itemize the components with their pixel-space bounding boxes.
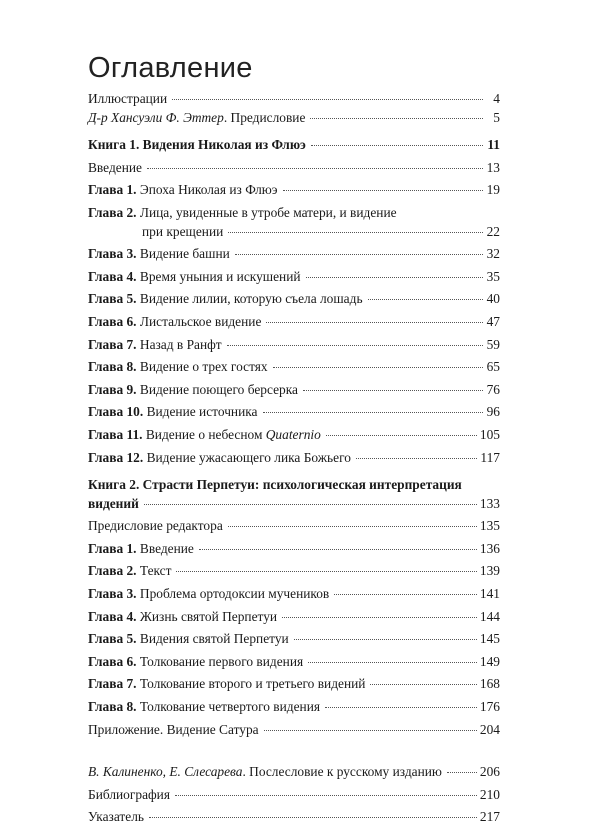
chapter-label: Глава 8. (88, 359, 137, 375)
toc-page-number: 47 (486, 313, 500, 329)
chapter-title: Толкование первого видения (136, 653, 304, 669)
book-title-line1: Книга 2. Страсти Перпетуи: психологическая интерпретация (88, 477, 462, 493)
chapter-label: Глава 3. (88, 246, 137, 262)
chapter-label: Глава 4. (88, 268, 137, 284)
dot-leader (283, 190, 483, 191)
toc-entry-text: Иллюстрации (88, 91, 168, 106)
chapter-title: Видение источника (143, 404, 258, 420)
dot-leader (228, 526, 477, 527)
chapter-label: Глава 10. (88, 404, 144, 420)
toc-chapter-1-1[interactable] (88, 181, 500, 200)
toc-page-number: 59 (486, 336, 500, 352)
toc-page-number: 5 (493, 109, 500, 125)
dot-leader (370, 684, 476, 685)
chapter-title: Видение ужасающего лика Божьего (143, 449, 351, 465)
toc-entry-text: Предисловие редактора (88, 518, 223, 534)
dot-leader (263, 412, 483, 413)
book-title-line2: видений (88, 495, 139, 511)
toc-entry-text (88, 109, 307, 128)
toc-entry-appendix[interactable] (88, 721, 500, 740)
toc-page-number: 133 (479, 495, 500, 511)
dot-leader (282, 617, 477, 618)
chapter-label: Глава 11. (88, 426, 143, 442)
chapter-title: Назад в Ранфт (136, 336, 222, 352)
chapter-title: Видения святой Перпетуи (136, 631, 289, 647)
toc-entry-text (88, 763, 444, 782)
chapter-label: Глава 9. (88, 381, 137, 397)
toc-entry-bibliography[interactable] (88, 786, 500, 805)
chapter-label: Глава 12. (88, 449, 144, 465)
toc-page-number: 40 (486, 291, 500, 307)
dot-leader (228, 232, 483, 233)
toc-page-number: 35 (486, 268, 500, 284)
dot-leader (294, 639, 477, 640)
dot-leader (311, 145, 483, 146)
toc-page-number: 19 (486, 182, 500, 198)
chapter-label: Глава 6. (88, 313, 137, 329)
chapter-label: Глава 5. (88, 291, 137, 307)
author-name: Д-р Хансуэли Ф. Эттер (88, 109, 224, 125)
chapter-title: Лица, увиденные в утробе матери, и видение (136, 204, 397, 220)
chapter-label: Глава 6. (88, 653, 137, 669)
toc-chapter-1-5[interactable] (88, 290, 500, 309)
chapter-label: Глава 5. (88, 631, 137, 647)
toc-chapter-1-3[interactable] (88, 245, 500, 264)
toc-chapter-1-9[interactable] (88, 381, 500, 400)
chapter-label: Глава 8. (88, 699, 137, 715)
toc-page-number: 141 (479, 586, 500, 602)
toc-chapter-2-4[interactable] (88, 608, 500, 627)
dot-leader (149, 817, 477, 818)
toc-entry-introduction[interactable] (88, 159, 500, 178)
dot-leader (447, 772, 477, 773)
toc-entry-afterword[interactable] (88, 763, 500, 782)
toc-chapter-1-8[interactable] (88, 358, 500, 377)
dot-leader (172, 99, 483, 100)
toc-chapter-2-2[interactable] (88, 562, 500, 581)
toc-page-number: 210 (479, 786, 500, 802)
chapter-title: Видение о трех гостях (136, 359, 268, 375)
author-name: В. Калиненко, Е. Слесарева (88, 764, 243, 780)
chapter-title-continued: при крещении (142, 223, 224, 239)
toc-chapter-2-1[interactable] (88, 540, 500, 559)
toc-entry-foreword[interactable] (88, 109, 500, 128)
toc-chapter-1-7[interactable] (88, 336, 500, 355)
table-of-contents (88, 90, 500, 827)
toc-page-number: 76 (486, 381, 500, 397)
chapter-title: Видение о небесном (142, 426, 266, 442)
toc-chapter-1-10[interactable] (88, 403, 500, 422)
chapter-title: Толкование второго и третьего видений (136, 676, 366, 692)
toc-page-number: 105 (479, 426, 500, 442)
toc-page-number: 32 (486, 246, 500, 262)
toc-book-2[interactable] (88, 476, 500, 513)
book-title: Книга 1. Видения Николая из Флюэ (88, 137, 306, 153)
dot-leader (264, 730, 477, 731)
entry-title: . Послесловие к русскому изданию (242, 764, 442, 780)
toc-page-number: 117 (480, 449, 500, 465)
chapter-label: Глава 4. (88, 608, 137, 624)
dot-leader (310, 118, 483, 119)
chapter-title-italic: Quaternio (265, 426, 321, 442)
toc-page-number: 22 (486, 223, 500, 239)
entry-title: . Предисловие (223, 109, 306, 125)
dot-leader (308, 662, 477, 663)
dot-leader (325, 707, 477, 708)
toc-chapter-2-6[interactable] (88, 653, 500, 672)
toc-entry-text: Введение (88, 159, 142, 175)
toc-chapter-2-5[interactable] (88, 630, 500, 649)
chapter-label: Глава 2. (88, 563, 137, 579)
dot-leader (227, 345, 483, 346)
toc-page-number: 144 (479, 608, 500, 624)
toc-page-number: 206 (479, 764, 500, 780)
chapter-label: Глава 1. (88, 182, 137, 198)
toc-chapter-1-12[interactable] (88, 449, 500, 468)
toc-chapter-1-6[interactable] (88, 313, 500, 332)
toc-entry-text: Приложение. Видение Сатура (88, 721, 259, 737)
chapter-label: Глава 2. (88, 204, 137, 220)
toc-page-number: 96 (486, 404, 500, 420)
toc-entry-text: Указатель (88, 809, 145, 825)
chapter-title: Толкование четвертого видения (136, 699, 321, 715)
toc-page-number: 13 (486, 159, 500, 175)
chapter-title: Время уныния и искушений (136, 268, 301, 284)
toc-entry-text: Библиография (88, 786, 171, 802)
toc-book-1[interactable] (88, 136, 500, 155)
page-title: Оглавление (88, 52, 253, 84)
chapter-title: Проблема ортодоксии мучеников (136, 586, 330, 602)
dot-leader (368, 299, 483, 300)
toc-page-number: 145 (479, 631, 500, 647)
dot-leader (266, 322, 483, 323)
toc-page-number: 4 (493, 91, 500, 106)
chapter-label: Глава 1. (88, 540, 137, 556)
toc-chapter-2-7[interactable] (88, 675, 500, 694)
dot-leader (326, 435, 477, 436)
chapter-label: Глава 7. (88, 676, 137, 692)
dot-leader (147, 168, 483, 169)
dot-leader (144, 504, 477, 505)
dot-leader (235, 254, 483, 255)
dot-leader (273, 367, 483, 368)
chapter-title: Видение поющего берсерка (136, 381, 298, 397)
toc-chapter-1-4[interactable] (88, 268, 500, 287)
toc-entry-editor-preface[interactable] (88, 517, 500, 536)
chapter-title: Жизнь святой Перпетуи (136, 608, 278, 624)
dot-leader (306, 277, 483, 278)
toc-chapter-1-2[interactable] (88, 204, 500, 241)
toc-entry-illustrations[interactable] (88, 90, 500, 109)
chapter-title: Видение лилии, которую съела лошадь (136, 291, 363, 307)
toc-page-number: 176 (479, 699, 500, 715)
chapter-title: Видение башни (136, 246, 230, 262)
toc-page-number: 204 (479, 721, 500, 737)
dot-leader (199, 549, 477, 550)
dot-leader (175, 795, 477, 796)
toc-page-number: 65 (486, 359, 500, 375)
toc-page-number: 217 (479, 809, 500, 825)
toc-chapter-2-3[interactable] (88, 585, 500, 604)
dot-leader (334, 594, 477, 595)
toc-page-number: 139 (479, 563, 500, 579)
toc-page-number: 149 (479, 653, 500, 669)
toc-entry-index[interactable] (88, 808, 500, 827)
toc-chapter-1-11[interactable] (88, 426, 500, 445)
chapter-title: Текст (136, 563, 172, 579)
chapter-title: Эпоха Николая из Флюэ (136, 182, 278, 198)
toc-page-number: 168 (479, 676, 500, 692)
toc-page-number: 135 (479, 518, 500, 534)
dot-leader (176, 571, 476, 572)
dot-leader (356, 458, 477, 459)
chapter-title: Листальское видение (136, 313, 262, 329)
dot-leader (303, 390, 483, 391)
toc-page-number: 136 (479, 540, 500, 556)
toc-chapter-2-8[interactable] (88, 698, 500, 717)
toc-page-number: 11 (487, 137, 500, 153)
chapter-label: Глава 7. (88, 336, 137, 352)
chapter-title: Введение (136, 540, 194, 556)
chapter-label: Глава 3. (88, 586, 137, 602)
